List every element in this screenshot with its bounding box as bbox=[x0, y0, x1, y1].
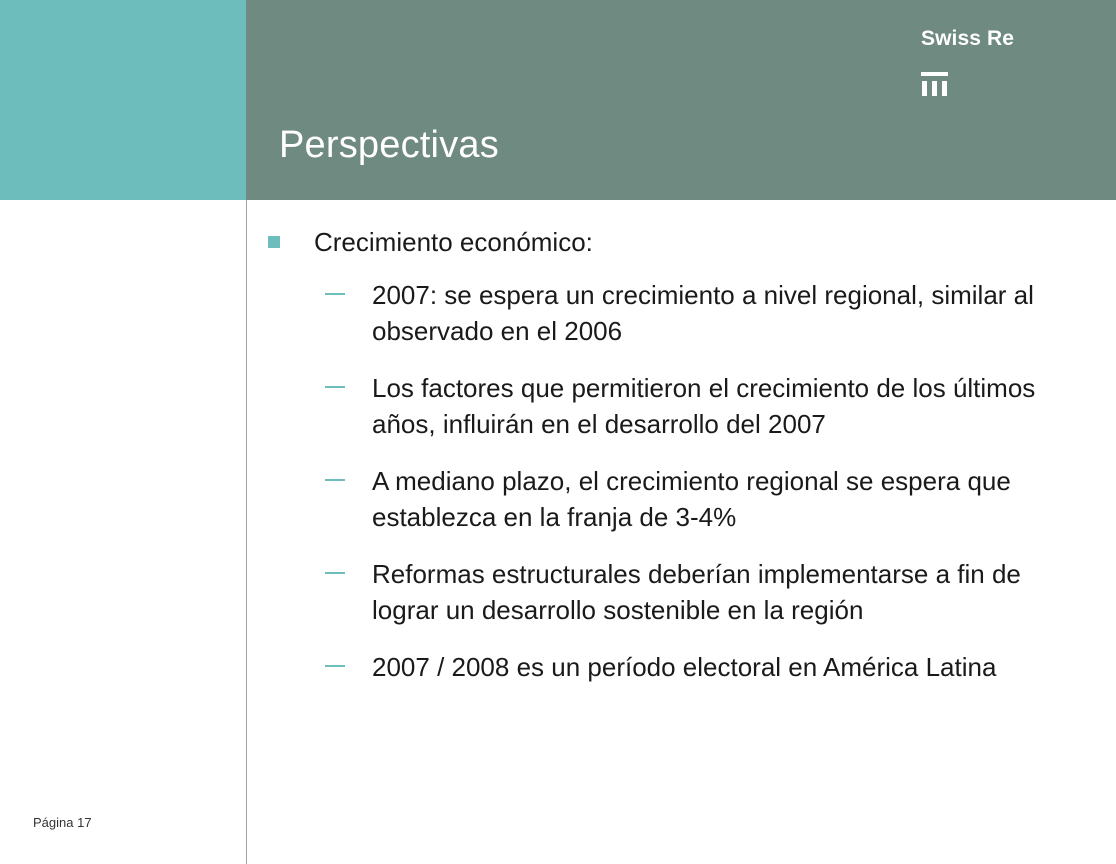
main-bullet bbox=[268, 224, 1088, 260]
content-area bbox=[268, 224, 1088, 706]
dash-icon bbox=[325, 665, 345, 667]
list-item bbox=[325, 649, 1088, 685]
dash-icon bbox=[325, 479, 345, 481]
list-item-text: 2007: se espera un crecimiento a nivel regional, similar al observado en el 2006 bbox=[372, 280, 1034, 346]
bullet-text: Crecimiento económico: bbox=[314, 227, 593, 257]
list-item-text: A mediano plazo, el crecimiento regional se espera que establezca en la franja de 3-4% bbox=[372, 466, 1011, 532]
list-item bbox=[325, 370, 1088, 442]
swiss-re-logo-icon bbox=[921, 72, 948, 96]
list-item bbox=[325, 277, 1088, 349]
sub-bullet-list bbox=[325, 277, 1088, 685]
dash-icon bbox=[325, 386, 345, 388]
dash-icon bbox=[325, 572, 345, 574]
brand-name: Swiss Re bbox=[921, 27, 1015, 50]
page-title: Perspectivas bbox=[279, 124, 499, 166]
list-item bbox=[325, 556, 1088, 628]
list-item-text: 2007 / 2008 es un período electoral en América Latina bbox=[372, 652, 997, 682]
bullet-square-icon bbox=[268, 236, 280, 248]
dash-icon bbox=[325, 293, 345, 295]
page-number: Página 17 bbox=[33, 815, 92, 830]
teal-accent-block bbox=[0, 0, 246, 200]
list-item-text: Reformas estructurales deberían implementarse a fin de lograr un desarrollo sostenible en la región bbox=[372, 559, 1021, 625]
vertical-divider bbox=[246, 200, 247, 864]
list-item bbox=[325, 463, 1088, 535]
list-item-text: Los factores que permitieron el crecimiento de los últimos años, influirán en el desarrollo del 2007 bbox=[372, 373, 1036, 439]
